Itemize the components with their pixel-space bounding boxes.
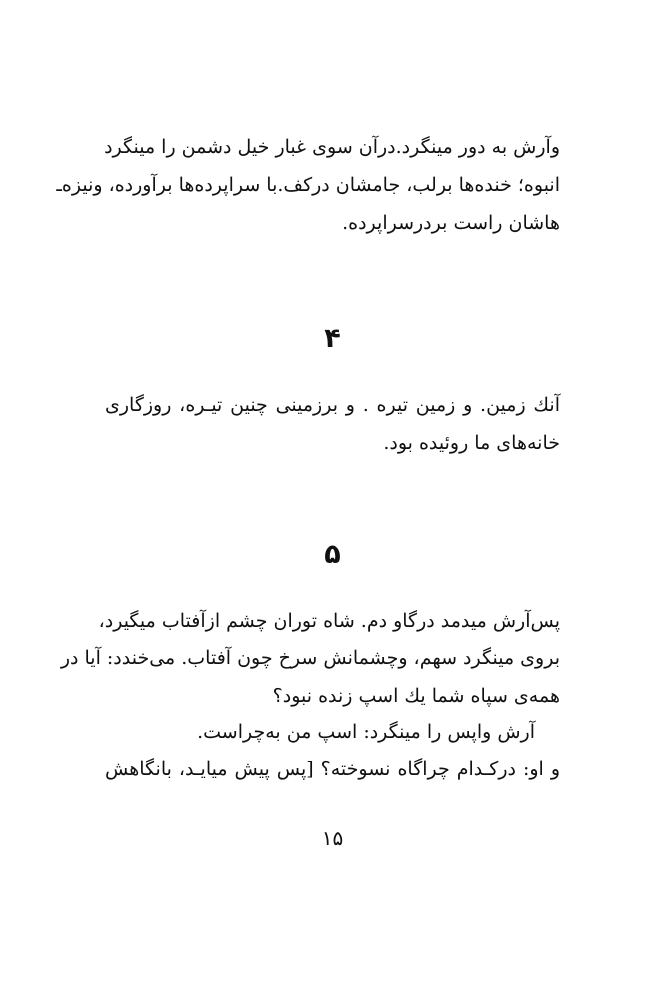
paragraph-line-indented: آرش واپس را مینگرد: اسپ من به‌چراست. <box>197 721 535 743</box>
paragraph-line: بروی مینگرد سهم، وچشمانش سرخ چون آفتاب. می‌خندد: آیا در <box>60 647 560 669</box>
section-number-4: ۴ <box>324 323 341 354</box>
page-number: ۱۵ <box>321 826 344 850</box>
paragraph-line: هاشان راست بردرسراپرده. <box>342 212 560 234</box>
paragraph-line: وآرش به دور مینگرد.درآن سوی غبار خیل دشمن را مینگرد <box>104 136 560 158</box>
paragraph-line: و او: درکـدام چراگاه نسوخته؟ [پس پیش میایـد، بانگاهش <box>105 758 560 780</box>
paragraph-line: آنك زمین. و زمین تیره . و برزمینی چنین تیـره، روزگاری <box>105 394 560 416</box>
paragraph-line: انبوه؛ خنده‌ها برلب، جامشان درکف.با سراپرده‌ها برآورده، ونیزه‌ـ <box>56 174 560 196</box>
paragraph-line: خانه‌های ما روئیده بود. <box>383 432 560 454</box>
paragraph-line: همه‌ی سپاه شما یك اسپ زنده نبود؟ <box>272 685 560 707</box>
section-number-5: ۵ <box>324 539 341 570</box>
paragraph-line: پس‌آرش میدمد درگاو دم. شاه توران چشم ازآفتاب میگیرد، <box>98 610 560 632</box>
